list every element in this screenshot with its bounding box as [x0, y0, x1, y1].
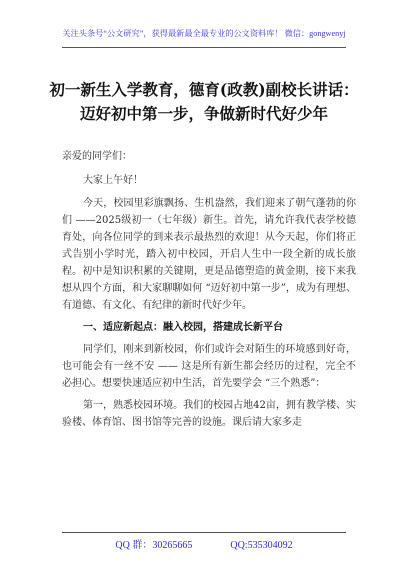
document-title: [30, 78, 378, 126]
footer-divider: [62, 532, 346, 533]
qq-group-number: QQ 群：30265665: [115, 540, 193, 551]
header-banner: 关注头条号“公文研究”，获得最新最全最专业的公文资料库！ 微信：gongwenyj: [62, 29, 346, 38]
header-divider: [62, 47, 346, 48]
section-heading: 一、适应新起点：融入校园，搭建成长新平台: [83, 322, 283, 333]
qq-contact-number: QQ:535304092: [230, 540, 293, 551]
paragraph: 今天，校园里彩旗飘扬、生机盎然，我们迎来了朝气蓬勃的你们 ——2025级初一（七年级）新生。首先，请允许我代表学校德育处，向各位同学的到来表示最热烈的欢迎！从今天起，你们将正式告别小学时光，踏入初中校园，开启人生中一段全新的成长旅程。初中是知识积累的关键期，更是品德塑造的黄金期，接下来我想从四个方面，和大家聊聊如何 “迈好初中第一步”，成为有理想、有道德、有文化、有纪律的新时代好少年。: [62, 198, 356, 311]
footer-contacts: [0, 536, 408, 551]
title-line-2: 迈好初中第一步，争做新时代好少年: [79, 104, 328, 123]
paragraph: 第一，熟悉校园环境。我们的校园占地42亩，拥有教学楼、实验楼、体育馆、图书馆等完善的设施。课后请大家多走: [62, 400, 356, 428]
greeting: 大家上午好！: [83, 175, 143, 186]
paragraph: 同学们，刚来到新校园，你们或许会对陌生的环境感到好奇，也可能会有一丝不安 —— 这是所有新生都会经历的过程，完全不必担心。想要快速适应初中生活，首先要学会 “三个熟悉”：: [62, 344, 356, 389]
salutation: 亲爱的同学们：: [62, 151, 132, 162]
document-body: [62, 148, 356, 436]
title-line-1: 初一新生入学教育，德育(政教)副校长讲话：: [49, 80, 359, 99]
